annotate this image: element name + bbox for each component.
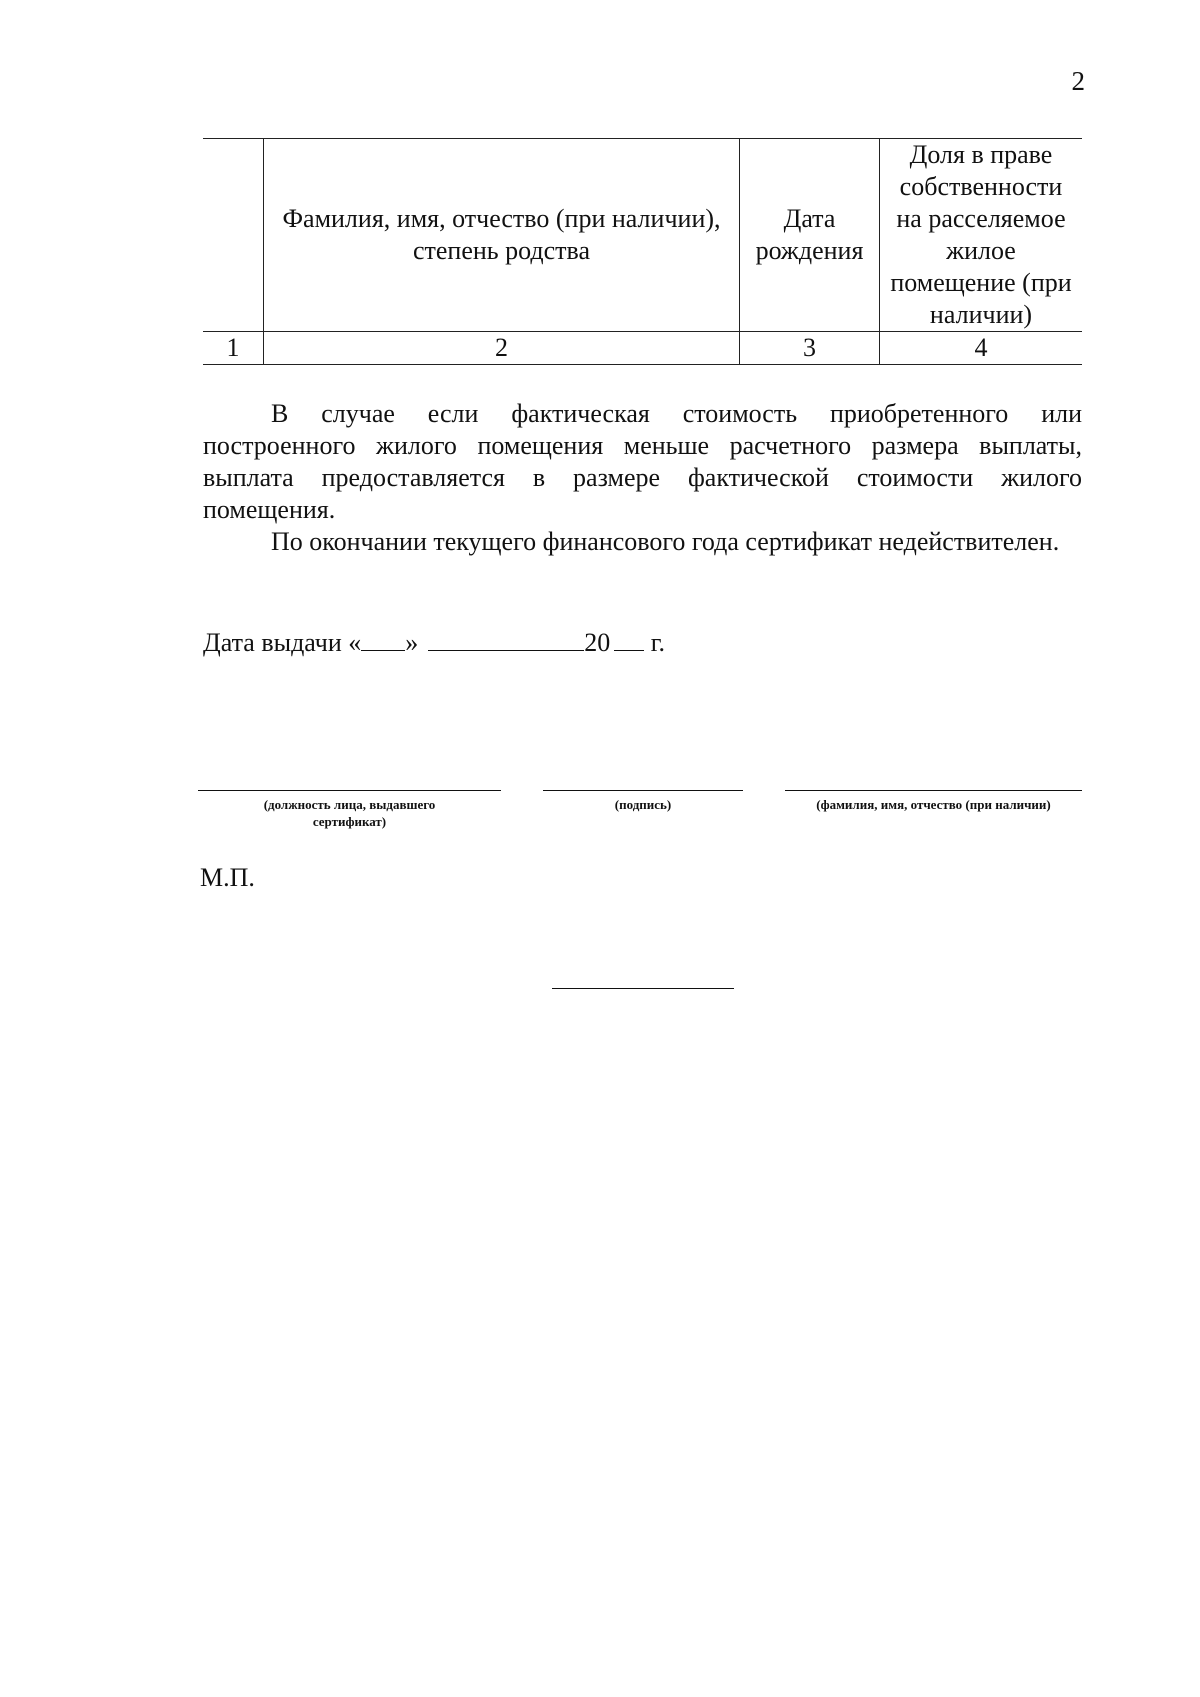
issue-year-blank	[614, 626, 644, 651]
header-cell-number	[203, 139, 264, 332]
table-header-row	[203, 139, 1082, 332]
column-number-cell: 4	[880, 332, 1083, 365]
column-number-cell: 3	[740, 332, 880, 365]
issue-year-prefix: 20	[584, 628, 611, 657]
issue-month-blank	[428, 626, 584, 651]
table-column-numbers-row	[203, 332, 1082, 365]
name-caption: (фамилия, имя, отчество (при наличии)	[816, 797, 1051, 812]
header-cell-birth-date: Дата рождения	[740, 139, 880, 332]
issue-year-suffix: г.	[650, 628, 666, 657]
page-number: 2	[1071, 66, 1085, 96]
family-members-table-wrapper	[203, 138, 1082, 365]
header-cell-full-name: Фамилия, имя, отчество (при наличии), степень родства	[264, 139, 740, 332]
name-signature-line	[785, 790, 1082, 791]
position-caption: (должность лица, выдавшего сертификат)	[263, 797, 436, 829]
issue-date-quote-close: »	[405, 628, 419, 657]
paragraph-actual-cost: В случае если фактическая стоимость приобретенного или построенного жилого помещения меньше расчетного размера выплаты, выплата предоставляется в размере фактической стоимости жилого помещения.	[203, 399, 1082, 524]
signature-line	[543, 790, 743, 791]
paragraph-validity: По окончании текущего финансового года сертификат недействителен.	[271, 527, 1060, 556]
family-members-table	[203, 138, 1082, 365]
document-end-line	[552, 988, 734, 989]
issue-day-blank	[361, 626, 405, 651]
issue-date-label: Дата выдачи «	[203, 628, 362, 657]
signature-caption: (подпись)	[614, 797, 672, 812]
header-cell-ownership-share: Доля в праве собственности на расселяемое жилое помещение (при наличии)	[880, 139, 1083, 332]
column-number-cell: 1	[203, 332, 264, 365]
column-number-cell: 2	[264, 332, 740, 365]
position-signature-line	[198, 790, 501, 791]
stamp-place-label: М.П.	[200, 863, 255, 892]
issue-date-line	[203, 626, 665, 659]
